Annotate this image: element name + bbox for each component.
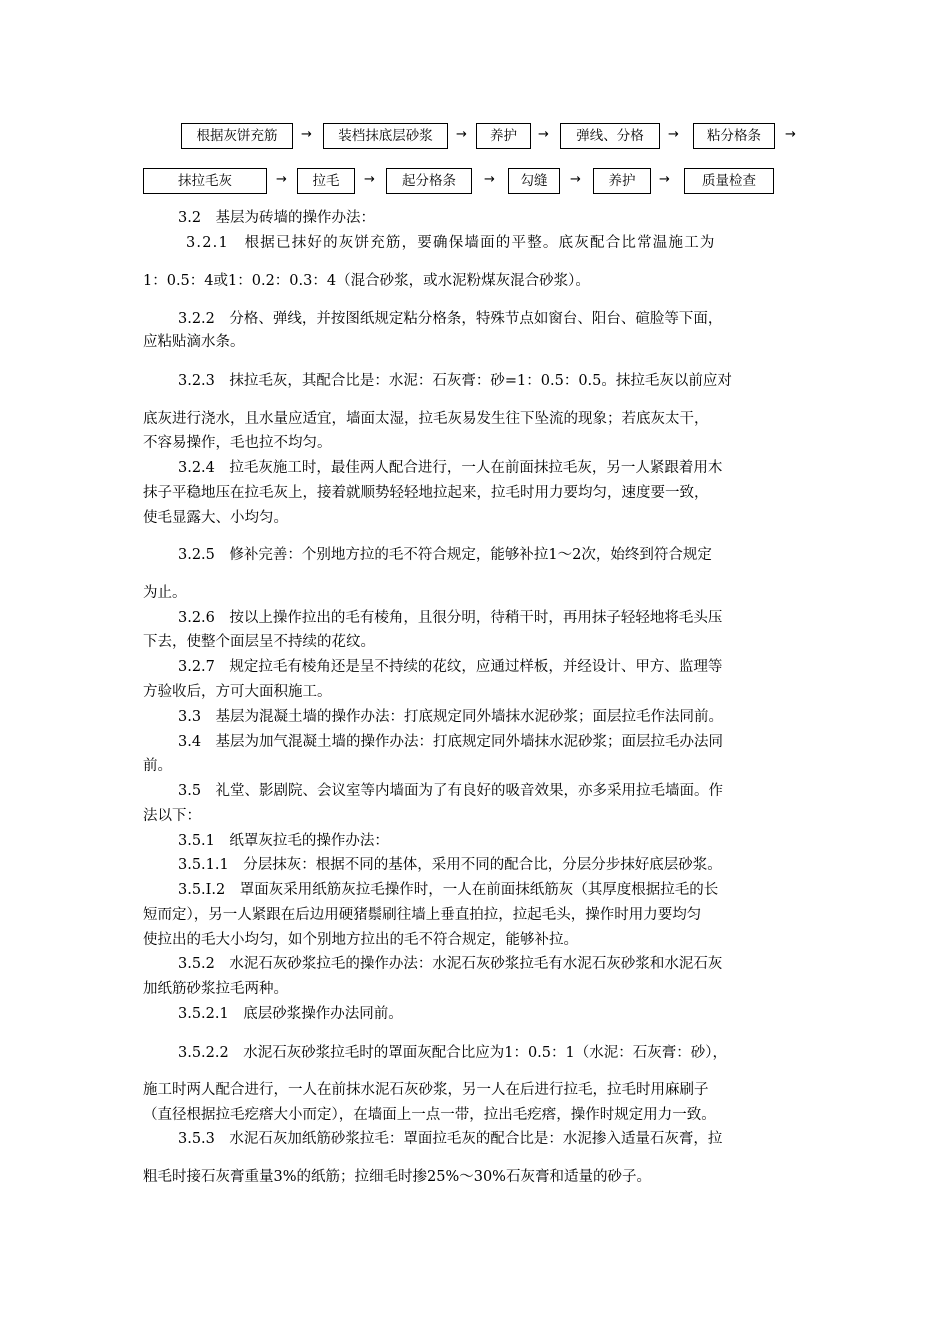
- paragraph-line: 加纸筋砂浆拉毛两种。: [143, 981, 288, 997]
- paragraph-line: 3.2.6 按以上操作拉出的毛有棱角，且很分明，待稍干时，再用抹子轻轻地将毛头压: [178, 610, 723, 626]
- flow-step-1: 根据灰饼充筋: [181, 123, 293, 149]
- flow-step-11: 质量检查: [684, 168, 774, 194]
- arrow-icon: →: [668, 127, 679, 142]
- paragraph-line: 使拉出的毛大小均匀，如个别地方拉出的毛不符合规定，能够补拉。: [143, 932, 578, 948]
- paragraph-line: 前。: [143, 758, 172, 774]
- paragraph-line: 使毛显露大、小均匀。: [143, 510, 288, 526]
- paragraph-line: 粗毛时接石灰膏重量3%的纸筋；拉细毛时掺25%～30%石灰膏和适量的砂子。: [143, 1169, 651, 1185]
- paragraph-line: 3.5.1 纸罩灰拉毛的操作办法：: [178, 833, 389, 849]
- arrow-icon: →: [538, 127, 549, 142]
- paragraph-line: 抹子平稳地压在拉毛灰上，接着就顺势轻轻地拉起来，拉毛时用力要均匀，速度要一致，: [143, 485, 709, 501]
- flow-step-2: 装档抹底层砂浆: [323, 123, 448, 149]
- arrow-icon: →: [659, 172, 670, 187]
- paragraph-line: 法以下：: [143, 808, 201, 824]
- paragraph-line: 3.5.1.1 分层抹灰：根据不同的基体，采用不同的配合比，分层分步抹好底层砂浆。: [178, 857, 722, 873]
- arrow-icon: →: [301, 127, 312, 142]
- flow-step-6: 抹拉毛灰: [143, 168, 267, 194]
- paragraph-line: 为止。: [143, 585, 187, 601]
- paragraph-line: 底灰进行浇水，且水量应适宜，墙面太湿，拉毛灰易发生往下坠流的现象；若底灰太干，: [143, 411, 709, 427]
- paragraph-line: 应粘贴滴水条。: [143, 334, 245, 350]
- paragraph-line: （直径根据拉毛疙瘩大小而定），在墙面上一点一带，拉出毛疙瘩，操作时规定用力一致。: [143, 1107, 716, 1123]
- flow-step-5: 粘分格条: [693, 123, 775, 149]
- paragraph-line: 3.2.5 修补完善：个别地方拉的毛不符合规定，能够补拉1～2次，始终到符合规定: [178, 547, 712, 563]
- paragraph-line: 3.2.4 拉毛灰施工时，最佳两人配合进行，一人在前面抹拉毛灰，另一人紧跟着用木: [178, 460, 723, 476]
- arrow-icon: →: [785, 127, 796, 142]
- arrow-icon: →: [364, 172, 375, 187]
- flow-step-8: 起分格条: [386, 168, 472, 194]
- arrow-icon: →: [276, 172, 287, 187]
- flow-step-10: 养护: [593, 168, 651, 194]
- paragraph-line: 3.2.1 根据已抹好的灰饼充筋，要确保墙面的平整。底灰配合比常温施工为: [186, 235, 716, 251]
- paragraph-line: 3.4 基层为加气混凝土墙的操作办法：打底规定同外墙抹水泥砂浆；面层拉毛办法同: [178, 734, 724, 750]
- paragraph-line: 1：0.5：4或1：0.2：0.3：4（混合砂浆，或水泥粉煤灰混合砂浆）。: [143, 273, 590, 289]
- flow-step-7: 拉毛: [297, 168, 355, 194]
- paragraph-line: 3.5.I.2 罩面灰采用纸筋灰拉毛操作时，一人在前面抹纸筋灰（其厚度根据拉毛的长: [178, 882, 719, 898]
- paragraph-line: 方验收后，方可大面积施工。: [143, 684, 332, 700]
- arrow-icon: →: [570, 172, 581, 187]
- paragraph-line: 短而定），另一人紧跟在后边用硬猪鬃刷往墙上垂直拍拉，拉起毛头，操作时用力要均匀: [143, 907, 702, 923]
- flow-step-9: 勾缝: [508, 168, 560, 194]
- arrow-icon: →: [484, 172, 495, 187]
- paragraph-line: 3.5.3 水泥石灰加纸筋砂浆拉毛：罩面拉毛灰的配合比是：水泥掺入适量石灰膏，拉: [178, 1131, 723, 1147]
- paragraph-line: 3.5.2.1 底层砂浆操作办法同前。: [178, 1006, 403, 1022]
- paragraph-line: 3.2.2 分格、弹线，并按图纸规定粘分格条，特殊节点如窗台、阳台、碹脸等下面，: [178, 311, 723, 327]
- paragraph-line: 施工时两人配合进行，一人在前抹水泥石灰砂浆，另一人在后进行拉毛，拉毛时用麻刷子: [143, 1082, 709, 1098]
- paragraph-line: 3.2.7 规定拉毛有棱角还是呈不持续的花纹，应通过样板，并经设计、甲方、监理等: [178, 659, 723, 675]
- paragraph-line: 3.2.3 抹拉毛灰，其配合比是：水泥：石灰膏：砂=1：0.5：0.5。抹拉毛灰以前应对: [178, 373, 732, 389]
- flow-step-3: 养护: [476, 123, 531, 149]
- arrow-icon: →: [456, 127, 467, 142]
- section-heading: 3.2 基层为砖墙的操作办法：: [178, 210, 376, 226]
- paragraph-line: 3.5 礼堂、影剧院、会议室等内墙面为了有良好的吸音效果，亦多采用拉毛墙面。作: [178, 783, 724, 799]
- paragraph-line: 3.3 基层为混凝土墙的操作办法：打底规定同外墙抹水泥砂浆；面层拉毛作法同前。: [178, 709, 724, 725]
- paragraph-line: 不容易操作，毛也拉不均匀。: [143, 435, 332, 451]
- flow-step-4: 弹线、分格: [560, 123, 660, 149]
- paragraph-line: 3.5.2 水泥石灰砂浆拉毛的操作办法：水泥石灰砂浆拉毛有水泥石灰砂浆和水泥石灰: [178, 956, 723, 972]
- paragraph-line: 下去，使整个面层呈不持续的花纹。: [143, 634, 375, 650]
- paragraph-line: 3.5.2.2 水泥石灰砂浆拉毛时的罩面灰配合比应为1：0.5：1（水泥：石灰膏：砂），: [178, 1045, 727, 1061]
